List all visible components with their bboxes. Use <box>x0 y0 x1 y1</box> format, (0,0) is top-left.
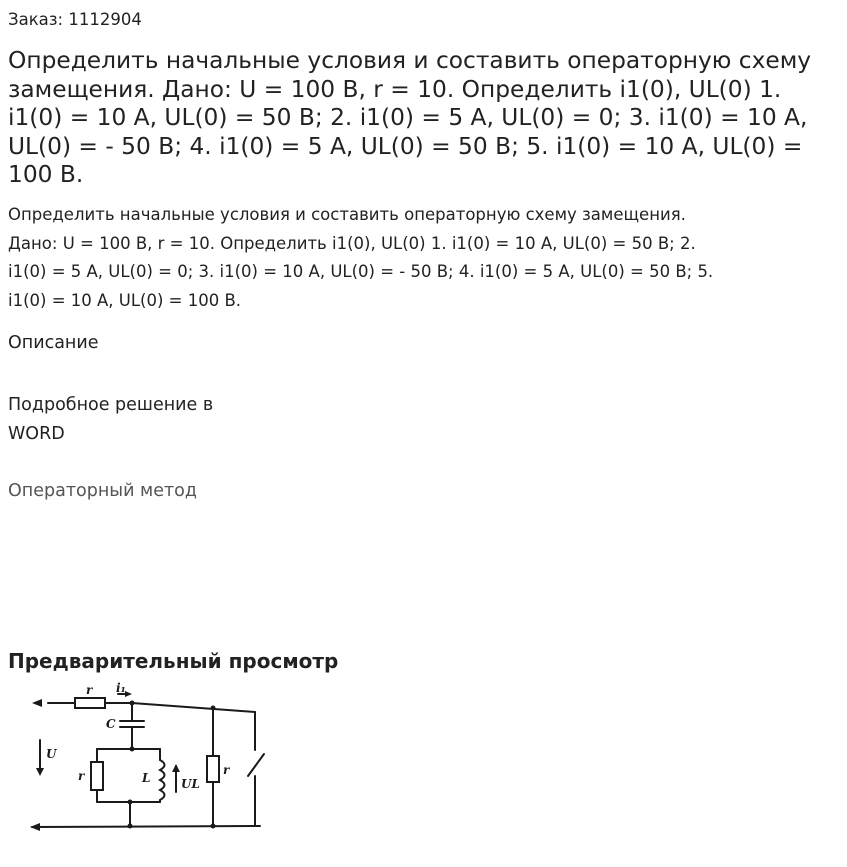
label-r-series: r <box>86 683 93 697</box>
page-title <box>8 47 840 190</box>
label-capacitor: C <box>106 717 116 731</box>
label-i1: i₁ <box>116 681 126 695</box>
description-line: i1(0) = 5 А, UL(0) = 0; 3. i1(0) = 10 А, UL(0) = - 50 В; 4. i1(0) = 5 А, UL(0) = 50 В; 5. <box>8 262 714 281</box>
node <box>211 706 216 711</box>
inductor-coil <box>160 760 165 800</box>
task-description <box>8 201 838 315</box>
solution-line: Подробное решение в <box>8 395 214 415</box>
label-source-voltage: U <box>46 747 57 761</box>
title-line: замещения. Дано: U = 100 В, r = 10. Определить i1(0), UL(0) 1. <box>8 75 782 103</box>
label-inductor: L <box>142 771 151 785</box>
topic-tag-link[interactable]: Операторный метод <box>8 481 197 501</box>
title-line: Определить начальные условия и составить операторную схему <box>8 47 812 74</box>
order-number: Заказ: 1112904 <box>8 10 142 29</box>
description-section-label: Описание <box>8 333 99 353</box>
wire-top-right <box>132 703 255 712</box>
node <box>130 701 135 706</box>
description-line: i1(0) = 10 А, UL(0) = 100 В. <box>8 290 242 310</box>
resistor-series <box>75 698 105 708</box>
title-line: i1(0) = 10 А, UL(0) = 50 В; 2. i1(0) = 5 А, UL(0) = 0; 3. i1(0) = 10 А, <box>8 104 808 132</box>
solution-line: WORD <box>8 424 65 444</box>
resistor-right <box>207 756 219 782</box>
circuit-diagram <box>20 680 280 840</box>
label-r-left: r <box>78 769 85 783</box>
title-line: UL(0) = - 50 В; 4. i1(0) = 5 А, UL(0) = 50 В; 5. i1(0) = 10 А, UL(0) = <box>8 132 803 160</box>
label-r-right: r <box>223 763 230 777</box>
preview-heading: Предварительный просмотр <box>8 649 339 673</box>
node <box>130 747 135 752</box>
switch-blade <box>248 754 264 776</box>
input-arrow-bottom <box>30 823 40 831</box>
description-line: Дано: U = 100 В, r = 10. Определить i1(0), UL(0) 1. i1(0) = 10 А, UL(0) = 50 В; 2. <box>8 233 696 253</box>
node <box>211 824 216 829</box>
description-line: Определить начальные условия и составить операторную схему замещения. <box>8 205 686 224</box>
label-ul: UL <box>181 777 200 791</box>
resistor-left <box>91 762 103 790</box>
input-arrow-top <box>32 699 42 707</box>
voltage-arrow-head <box>36 768 44 776</box>
node <box>128 800 133 805</box>
current-arrow-head <box>125 691 132 697</box>
node <box>128 824 133 829</box>
wire-bottom <box>32 826 260 827</box>
circuit-diagram-preview <box>20 680 280 840</box>
title-line: 100 В. <box>8 161 84 189</box>
ul-arrow-head <box>172 764 180 772</box>
solution-format <box>8 391 213 449</box>
